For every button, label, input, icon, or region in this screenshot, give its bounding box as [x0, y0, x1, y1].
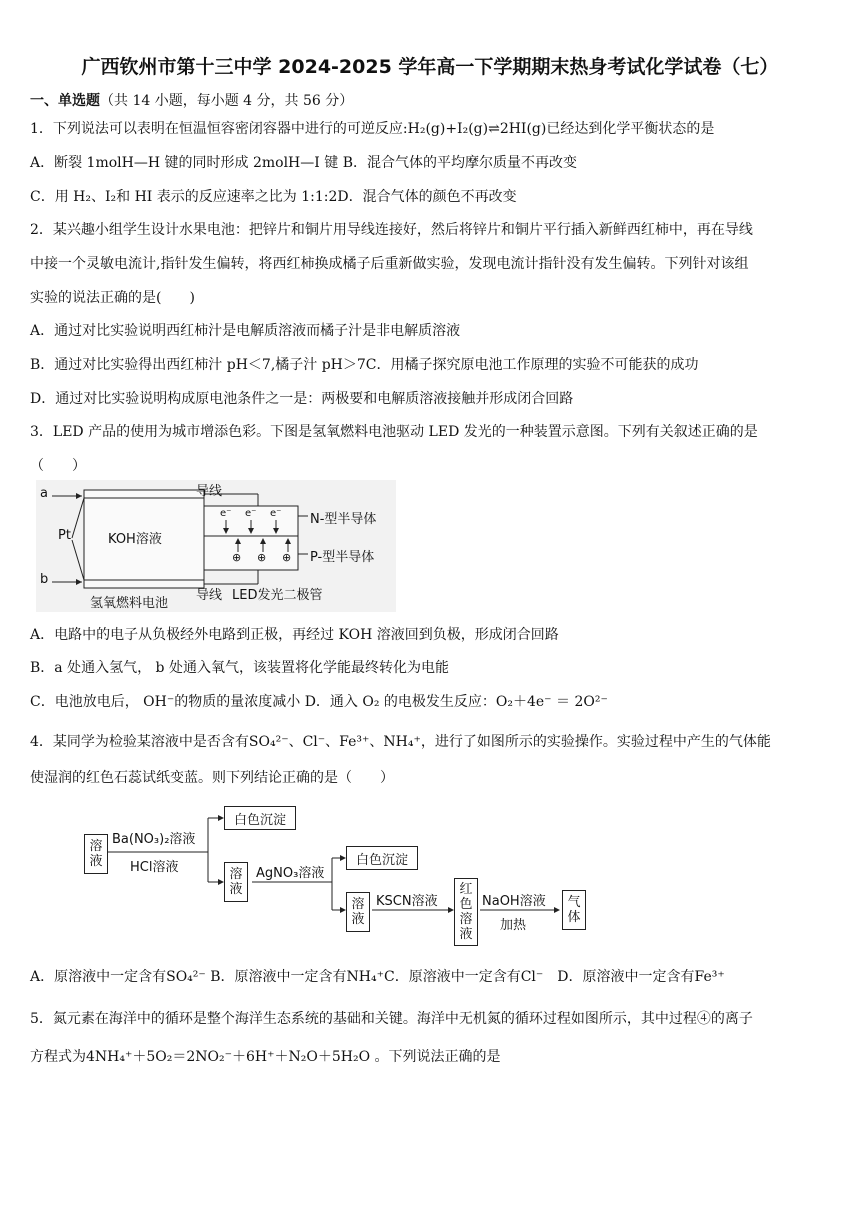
- solution-box-2: 溶液: [224, 862, 248, 902]
- red-solution-box: 红色溶液: [454, 878, 478, 946]
- reagent-kscn: KSCN溶液: [376, 894, 438, 909]
- hole-2: ⊕: [257, 551, 267, 564]
- koh-solution-label: KOH溶液: [108, 532, 162, 547]
- reagent-naoh: NaOH溶液: [482, 894, 546, 909]
- wire-top-label: 导线: [196, 484, 223, 499]
- inlet-b-label: b: [40, 572, 49, 587]
- hole-3: ⊕: [282, 551, 292, 564]
- q3-stem-line1: 3．LED 产品的使用为城市增添色彩。下图是氢氧燃料电池驱动 LED 发光的一种装置示意图。下列有关叙述正确的是: [30, 424, 758, 440]
- fuel-cell-diagram: [36, 480, 396, 612]
- p-type-label: P-型半导体: [310, 550, 375, 565]
- electron-2: e⁻: [245, 508, 257, 519]
- gas-box: 气体: [562, 890, 586, 930]
- q3-stem-line2: （ ）: [30, 458, 86, 474]
- q1-options-cd: C．用 H₂、I₂和 HI 表示的反应速率之比为 1:1:2D．混合气体的颜色不再改变: [30, 189, 517, 205]
- q2-stem-line2: 中接一个灵敏电流计,指针发生偏转，将西红柿换成橘子后重新做实验，发现电流计指针没有发生偏转。下列针对该组: [30, 256, 749, 272]
- q2-option-a: A．通过对比实验说明西红柿汁是电解质溶液而橘子汁是非电解质溶液: [30, 323, 461, 339]
- q2-option-d: D．通过对比实验说明构成原电池条件之一是：两极要和电解质溶液接触并形成闭合回路: [30, 391, 574, 407]
- heat-label: 加热: [500, 918, 527, 933]
- section-heading: [30, 90, 353, 110]
- hole-1: ⊕: [232, 551, 242, 564]
- led-caption: LED发光二极管: [232, 588, 323, 603]
- q4-stem-line1: 4．某同学为检验某溶液中是否含有SO₄²⁻、Cl⁻、Fe³⁺、NH₄⁺，进行了如图所示的实验操作。实验过程中产生的气体能: [30, 734, 771, 750]
- page-title: 广西钦州市第十三中学 2024-2025 学年高一下学期期末热身考试化学试卷（七）: [81, 56, 779, 78]
- inlet-a-label: a: [40, 486, 48, 501]
- wire-bottom-label: 导线: [196, 588, 223, 603]
- q5-stem-line2: 方程式为4NH₄⁺＋5O₂＝2NO₂⁻＋6H⁺＋N₂O＋5H₂O 。下列说法正确的是: [30, 1049, 501, 1065]
- q2-option-bc: B．通过对比实验得出西红柿汁 pH＜7,橘子汁 pH＞7C．用橘子探究原电池工作原理的实验不可能获的成功: [30, 357, 699, 373]
- section-info: （共 14 小题，每小题 4 分，共 56 分）: [100, 93, 354, 109]
- section-label: 一、单选题: [30, 93, 100, 109]
- solution-box-1: 溶液: [84, 834, 108, 874]
- white-precipitate-2: 白色沉淀: [346, 846, 418, 870]
- electron-1: e⁻: [220, 508, 232, 519]
- q3-option-b: B．a 处通入氢气， b 处通入氧气，该装置将化学能最终转化为电能: [30, 660, 449, 676]
- q3-option-a: A．电路中的电子从负极经外电路到正极，再经过 KOH 溶液回到负极，形成闭合回路: [30, 627, 559, 643]
- q4-options: A．原溶液中一定含有SO₄²⁻ B．原溶液中一定含有NH₄⁺C．原溶液中一定含有Cl⁻ D．原溶液中一定含有Fe³⁺: [30, 969, 725, 985]
- q2-stem-line1: 2．某兴趣小组学生设计水果电池：把锌片和铜片用导线连接好，然后将锌片和铜片平行插入新鲜西红柿中，再在导线: [30, 222, 753, 238]
- q1-options-ab: A．断裂 1molH—H 键的同时形成 2molH—I 键 B．混合气体的平均摩尔质量不再改变: [30, 155, 577, 171]
- fuel-cell-caption: 氢氧燃料电池: [90, 596, 169, 611]
- reagent-ba-no3: Ba(NO₃)₂溶液: [112, 832, 196, 847]
- q4-stem-line2: 使湿润的红色石蕊试纸变蓝。则下列结论正确的是（ ）: [30, 770, 394, 786]
- q2-stem-line3: 实验的说法正确的是( ): [30, 290, 195, 306]
- white-precipitate-1: 白色沉淀: [224, 806, 296, 830]
- n-type-label: N-型半导体: [310, 512, 377, 527]
- q5-stem-line1: 5．氮元素在海洋中的循环是整个海洋生态系统的基础和关键。海洋中无机氮的循环过程如图所示，其中过程④的离子: [30, 1011, 753, 1027]
- reagent-agno3: AgNO₃溶液: [256, 866, 325, 881]
- electron-3: e⁻: [270, 508, 282, 519]
- pt-electrode-label: Pt: [58, 528, 71, 543]
- reagent-hcl: HCl溶液: [130, 860, 179, 875]
- q3-option-cd: C．电池放电后， OH⁻的物质的量浓度减小 D．通入 O₂ 的电极发生反应：O₂＋4e⁻ ＝ 2O²⁻: [30, 694, 608, 710]
- flowchart-diagram: [80, 800, 620, 950]
- solution-box-3: 溶液: [346, 892, 370, 932]
- q1-stem: 1．下列说法可以表明在恒温恒容密闭容器中进行的可逆反应:H₂(g)+I₂(g)⇌2HI(g)已经达到化学平衡状态的是: [30, 121, 715, 137]
